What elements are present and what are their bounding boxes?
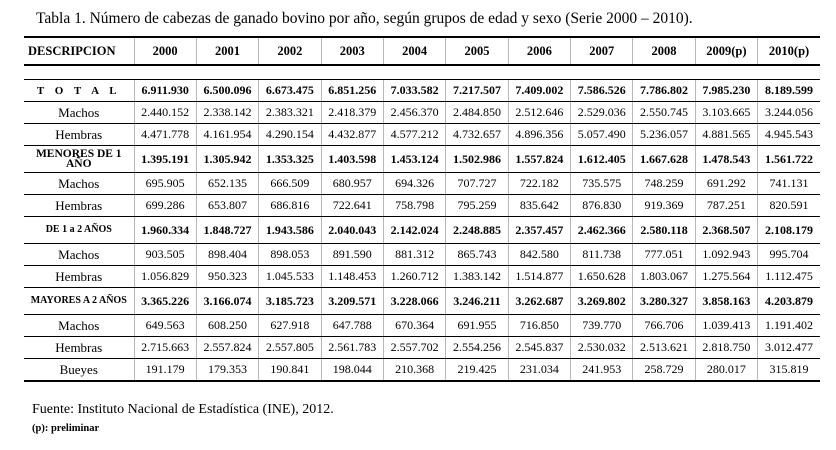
table-cell: 1.557.824 xyxy=(508,146,570,173)
table-cell: 1.514.877 xyxy=(508,266,570,288)
table-cell: 2.818.750 xyxy=(695,337,757,359)
table-cell: 280.017 xyxy=(695,359,757,382)
table-cell: 699.286 xyxy=(134,195,196,217)
table-cell: 6.911.930 xyxy=(134,80,196,102)
table-cell: 842.580 xyxy=(508,244,570,266)
table-cell: 231.034 xyxy=(508,359,570,382)
table-cell: 3.246.211 xyxy=(446,288,508,315)
table-cell: 2.108.179 xyxy=(758,217,820,244)
table-cell: 241.953 xyxy=(571,359,633,382)
table-cell: 795.259 xyxy=(446,195,508,217)
table-cell: 3.858.163 xyxy=(695,288,757,315)
table-cell: 647.788 xyxy=(321,315,383,337)
table-cell: 766.706 xyxy=(633,315,695,337)
table-cell: 1.383.142 xyxy=(446,266,508,288)
table-cell: 2.557.824 xyxy=(196,337,258,359)
table-row xyxy=(24,359,820,382)
row-label: T O T A L xyxy=(24,80,134,102)
row-label: DE 1 a 2 AÑOS xyxy=(24,217,134,244)
table-cell: 2.561.783 xyxy=(321,337,383,359)
table-title: Tabla 1. Número de cabezas de ganado bovino por año, según grupos de edad y sexo (Serie 2000 – 2010). xyxy=(36,10,693,27)
table-cell: 4.577.212 xyxy=(383,124,445,146)
table-cell: 5.236.057 xyxy=(633,124,695,146)
column-header: 2001 xyxy=(196,37,258,65)
source-note: Fuente: Instituto Nacional de Estadística (INE), 2012. xyxy=(32,402,334,417)
table-cell: 1.478.543 xyxy=(695,146,757,173)
table-cell: 191.179 xyxy=(134,359,196,382)
table-cell: 2.142.024 xyxy=(383,217,445,244)
table-cell: 2.512.646 xyxy=(508,102,570,124)
table-row xyxy=(24,124,820,146)
table-cell: 190.841 xyxy=(259,359,321,382)
column-header: 2008 xyxy=(633,37,695,65)
table-cell: 707.727 xyxy=(446,173,508,195)
table-cell: 1.612.405 xyxy=(571,146,633,173)
table-cell: 2.418.379 xyxy=(321,102,383,124)
column-header: 2004 xyxy=(383,37,445,65)
table-cell: 2.557.805 xyxy=(259,337,321,359)
table-cell: 7.586.526 xyxy=(571,80,633,102)
table-cell: 691.955 xyxy=(446,315,508,337)
table-cell: 716.850 xyxy=(508,315,570,337)
table-cell: 2.529.036 xyxy=(571,102,633,124)
table-cell: 2.580.118 xyxy=(633,217,695,244)
table-cell: 2.484.850 xyxy=(446,102,508,124)
table-cell: 7.409.002 xyxy=(508,80,570,102)
table-cell: 4.161.954 xyxy=(196,124,258,146)
table-cell: 4.471.778 xyxy=(134,124,196,146)
table-cell: 898.053 xyxy=(259,244,321,266)
table-cell: 179.353 xyxy=(196,359,258,382)
table-cell: 1.112.475 xyxy=(758,266,820,288)
table-cell: 3.103.665 xyxy=(695,102,757,124)
table-cell: 2.368.507 xyxy=(695,217,757,244)
table-row xyxy=(24,288,820,315)
table-cell: 6.673.475 xyxy=(259,80,321,102)
table-cell: 1.039.413 xyxy=(695,315,757,337)
table-cell: 3.012.477 xyxy=(758,337,820,359)
table-cell: 1.803.067 xyxy=(633,266,695,288)
table-row xyxy=(24,337,820,359)
table-body xyxy=(24,65,820,381)
table-cell: 695.905 xyxy=(134,173,196,195)
table-cell: 1.275.564 xyxy=(695,266,757,288)
table-cell: 2.357.457 xyxy=(508,217,570,244)
table-cell: 210.368 xyxy=(383,359,445,382)
table-cell: 758.798 xyxy=(383,195,445,217)
table-cell: 739.770 xyxy=(571,315,633,337)
table-cell: 1.960.334 xyxy=(134,217,196,244)
table-cell: 950.323 xyxy=(196,266,258,288)
table-cell: 198.044 xyxy=(321,359,383,382)
table-cell: 258.729 xyxy=(633,359,695,382)
table-cell: 2.545.837 xyxy=(508,337,570,359)
table-cell: 1.943.586 xyxy=(259,217,321,244)
table-cell: 6.851.256 xyxy=(321,80,383,102)
table-cell: 741.131 xyxy=(758,173,820,195)
row-label: Hembras xyxy=(24,124,134,146)
table-cell: 2.040.043 xyxy=(321,217,383,244)
table-cell: 1.305.942 xyxy=(196,146,258,173)
table-cell: 1.502.986 xyxy=(446,146,508,173)
table-cell: 1.260.712 xyxy=(383,266,445,288)
row-label: Machos xyxy=(24,102,134,124)
table-cell: 7.786.802 xyxy=(633,80,695,102)
table-cell: 7.033.582 xyxy=(383,80,445,102)
table-row xyxy=(24,102,820,124)
table-cell: 881.312 xyxy=(383,244,445,266)
table-cell: 3.228.066 xyxy=(383,288,445,315)
row-label: MAYORES A 2 AÑOS xyxy=(24,288,134,315)
table-row xyxy=(24,217,820,244)
table-cell: 722.182 xyxy=(508,173,570,195)
table-cell: 653.807 xyxy=(196,195,258,217)
table-cell: 686.816 xyxy=(259,195,321,217)
table-cell: 4.945.543 xyxy=(758,124,820,146)
table-cell: 876.830 xyxy=(571,195,633,217)
table-cell: 608.250 xyxy=(196,315,258,337)
table-row xyxy=(24,244,820,266)
table-cell: 3.166.074 xyxy=(196,288,258,315)
table-cell: 1.395.191 xyxy=(134,146,196,173)
table-cell: 4.896.356 xyxy=(508,124,570,146)
table-cell: 898.404 xyxy=(196,244,258,266)
table-cell: 1.045.533 xyxy=(259,266,321,288)
table-cell: 2.338.142 xyxy=(196,102,258,124)
table-cell: 1.403.598 xyxy=(321,146,383,173)
table-cell: 680.957 xyxy=(321,173,383,195)
table-cell: 735.575 xyxy=(571,173,633,195)
table-cell: 1.650.628 xyxy=(571,266,633,288)
table-cell: 3.269.802 xyxy=(571,288,633,315)
table-cell: 835.642 xyxy=(508,195,570,217)
table-cell: 4.432.877 xyxy=(321,124,383,146)
livestock-table xyxy=(24,36,820,382)
table-cell: 652.135 xyxy=(196,173,258,195)
table-cell: 1.191.402 xyxy=(758,315,820,337)
column-header: 2003 xyxy=(321,37,383,65)
table-row xyxy=(24,80,820,102)
table-row xyxy=(24,315,820,337)
table-row xyxy=(24,195,820,217)
row-label: Bueyes xyxy=(24,359,134,382)
table-cell: 3.280.327 xyxy=(633,288,695,315)
table-cell: 1.353.325 xyxy=(259,146,321,173)
preliminary-note: (p): preliminar xyxy=(32,423,100,434)
table-cell: 787.251 xyxy=(695,195,757,217)
table-cell: 2.248.885 xyxy=(446,217,508,244)
row-label: Hembras xyxy=(24,195,134,217)
column-header: 2000 xyxy=(134,37,196,65)
table-cell: 2.513.621 xyxy=(633,337,695,359)
table-cell: 4.881.565 xyxy=(695,124,757,146)
table-cell: 2.456.370 xyxy=(383,102,445,124)
column-header: 2002 xyxy=(259,37,321,65)
table-cell: 2.554.256 xyxy=(446,337,508,359)
table-cell: 666.509 xyxy=(259,173,321,195)
table-cell: 3.262.687 xyxy=(508,288,570,315)
table-cell: 7.217.507 xyxy=(446,80,508,102)
table-cell: 4.290.154 xyxy=(259,124,321,146)
table-cell: 2.715.663 xyxy=(134,337,196,359)
table-cell: 3.365.226 xyxy=(134,288,196,315)
table-cell: 2.440.152 xyxy=(134,102,196,124)
table-cell: 3.244.056 xyxy=(758,102,820,124)
table-cell: 903.505 xyxy=(134,244,196,266)
table-cell: 627.918 xyxy=(259,315,321,337)
table-cell: 7.985.230 xyxy=(695,80,757,102)
table-cell: 865.743 xyxy=(446,244,508,266)
column-header: 2010(p) xyxy=(758,37,820,65)
table-cell: 315.819 xyxy=(758,359,820,382)
row-label: Machos xyxy=(24,173,134,195)
table-cell: 1.453.124 xyxy=(383,146,445,173)
table-cell: 891.590 xyxy=(321,244,383,266)
table-cell: 694.326 xyxy=(383,173,445,195)
table-cell: 4.203.879 xyxy=(758,288,820,315)
table-cell: 995.704 xyxy=(758,244,820,266)
table-cell: 722.641 xyxy=(321,195,383,217)
spacer-row xyxy=(24,65,820,80)
column-header: 2007 xyxy=(571,37,633,65)
table-cell: 811.738 xyxy=(571,244,633,266)
row-label: Hembras xyxy=(24,337,134,359)
column-header: 2009(p) xyxy=(695,37,757,65)
table-cell: 820.591 xyxy=(758,195,820,217)
table-cell: 1.056.829 xyxy=(134,266,196,288)
table-cell: 670.364 xyxy=(383,315,445,337)
table-cell: 1.848.727 xyxy=(196,217,258,244)
table-cell: 219.425 xyxy=(446,359,508,382)
table-cell: 2.530.032 xyxy=(571,337,633,359)
table-row xyxy=(24,173,820,195)
column-header: 2005 xyxy=(446,37,508,65)
table-cell: 2.550.745 xyxy=(633,102,695,124)
row-label: MENORES DE 1 AÑO xyxy=(24,146,134,173)
table-cell: 919.369 xyxy=(633,195,695,217)
table-cell: 8.189.599 xyxy=(758,80,820,102)
table-cell: 1.667.628 xyxy=(633,146,695,173)
table-cell: 1.561.722 xyxy=(758,146,820,173)
table-cell: 4.732.657 xyxy=(446,124,508,146)
header-row xyxy=(24,37,820,65)
table-row xyxy=(24,146,820,173)
table-cell: 1.148.453 xyxy=(321,266,383,288)
table-cell: 777.051 xyxy=(633,244,695,266)
column-header: 2006 xyxy=(508,37,570,65)
row-label: Machos xyxy=(24,315,134,337)
table-cell: 2.462.366 xyxy=(571,217,633,244)
column-header: DESCRIPCION xyxy=(24,37,134,65)
table-cell: 6.500.096 xyxy=(196,80,258,102)
table-cell: 3.209.571 xyxy=(321,288,383,315)
table-cell: 2.557.702 xyxy=(383,337,445,359)
table-cell: 748.259 xyxy=(633,173,695,195)
table-row xyxy=(24,266,820,288)
table-cell: 1.092.943 xyxy=(695,244,757,266)
table-cell: 649.563 xyxy=(134,315,196,337)
table-cell: 5.057.490 xyxy=(571,124,633,146)
row-label: Machos xyxy=(24,244,134,266)
table-cell: 3.185.723 xyxy=(259,288,321,315)
table-cell: 691.292 xyxy=(695,173,757,195)
table-cell: 2.383.321 xyxy=(259,102,321,124)
row-label: Hembras xyxy=(24,266,134,288)
